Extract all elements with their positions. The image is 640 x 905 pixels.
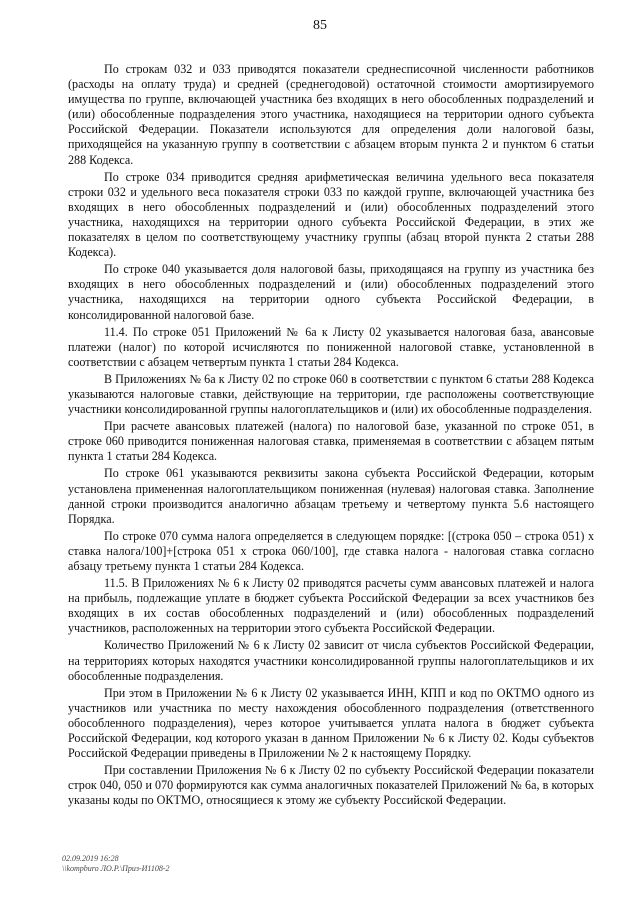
paragraph: По строке 040 указывается доля налоговой базы, приходящаяся на группу из участника без входящих в него обособленных подразделений и (или) обособленных подразделений этого участника, находящихся на территории одного субъекта Российской Федерации, в консолидированной налоговой базе. xyxy=(68,262,594,322)
paragraph: При расчете авансовых платежей (налога) по налоговой базе, указанной по строке 051, в строке 060 приводится пониженная налоговая ставка, применяемая в соответствии с абзацем пятым пункта 1 статьи 284 Кодекса. xyxy=(68,419,594,464)
footer-timestamp: 02.09.2019 16:28 xyxy=(62,854,119,863)
paragraph: В Приложениях № 6а к Листу 02 по строке 060 в соответствии с пунктом 6 статьи 288 Кодекса указываются налоговые ставки, действующие на территории, где расположены соответствующие участники консолидированной группы налогоплательщиков и (или) их обособленные подразделения. xyxy=(68,371,594,417)
paragraph: При составлении Приложения № 6 к Листу 02 по субъекту Российской Федерации показатели строк 040, 050 и 070 формируются как сумма аналогичных показателей Приложений № 6а, в которых указаны коды по ОКТМО, относящиеся к этому же субъекту Российской Федерации. xyxy=(68,763,594,808)
paragraph: 11.5. В Приложениях № 6 к Листу 02 приводятся расчеты сумм авансовых платежей и налога на прибыль, подлежащие уплате в бюджет субъекта Российской Федерации за всех участников без входящих в их состав обособленных подразделений и (или) обособленных подразделений участников, расположенных на территории этого субъекта Российской Федерации. xyxy=(68,576,594,636)
paragraph: При этом в Приложении № 6 к Листу 02 указывается ИНН, КПП и код по ОКТМО одного из участников или участника по месту нахождения обособленного подразделения (ответственного обособленного подразделения), через которое учитывается уплата налога в бюджет субъекта Российской Федерации, код которого указан в данном Приложении № 6 к Листу 02. Коды субъектов Российской Федерации приведены в Приложении № 2 к настоящему Порядку. xyxy=(68,685,594,761)
paragraph: По строкам 032 и 033 приводятся показатели среднесписочной численности работников (расходы на оплату труда) и средней (среднегодовой) остаточной стоимости амортизируемого имущества по группе, включающей участника без входящих в него обособленных подразделений и (или) обособленные подразделения этого участника, находящиеся на территории одного субъекта Российской Федерации. Показатели используются для определения доли налоговой базы, приходящейся на указанную группу в соответствии с абзацем вторым пункта 2 и пунктом 6 статьи 288 Кодекса. xyxy=(68,62,594,167)
document-body xyxy=(68,62,594,811)
page-number: 85 xyxy=(313,18,327,33)
paragraph: По строке 070 сумма налога определяется в следующем порядке: [(строка 050 – строка 051) х ставка налога/100]+[строка 051 х строка 060/100], где ставка налога - налоговая ставка согласно абзацу третьему пункта 1 статьи 284 Кодекса. xyxy=(68,528,594,573)
paragraph: По строке 034 приводится средняя арифметическая величина удельного веса показателя строки 032 и удельного веса показателя строки 033 по каждой группе, включающей участника без входящих в него обособленных подразделений и (или) обособленных подразделений этого участника, находящихся на территории одного субъекта Российской Федерации, в этих же показателях в целом по соответствующему участнику группы (абзац второй пункта 2 статьи 288 Кодекса). xyxy=(68,169,594,260)
document-footer xyxy=(62,854,170,874)
footer-file-path: \\kompburo ЛО.Р.\Приз-И1108-2 xyxy=(62,864,170,873)
paragraph: 11.4. По строке 051 Приложений № 6а к Листу 02 указывается налоговая база, авансовые платежи (налог) по которой исчисляются по пониженной налоговой ставке, установленной в соответствии с абзацем четвертым пункта 1 статьи 284 Кодекса. xyxy=(68,324,594,369)
paragraph: По строке 061 указываются реквизиты закона субъекта Российской Федерации, которым установлена примененная налогоплательщиком пониженная (нулевая) налоговая ставка. Заполнение данной строки производится аналогично абзацам третьему и четвертому пункта 5.6 настоящего Порядка. xyxy=(68,466,594,526)
paragraph: Количество Приложений № 6 к Листу 02 зависит от числа субъектов Российской Федерации, на территориях которых находятся участники консолидированной группы налогоплательщиков и их обособленные подразделения. xyxy=(68,638,594,683)
